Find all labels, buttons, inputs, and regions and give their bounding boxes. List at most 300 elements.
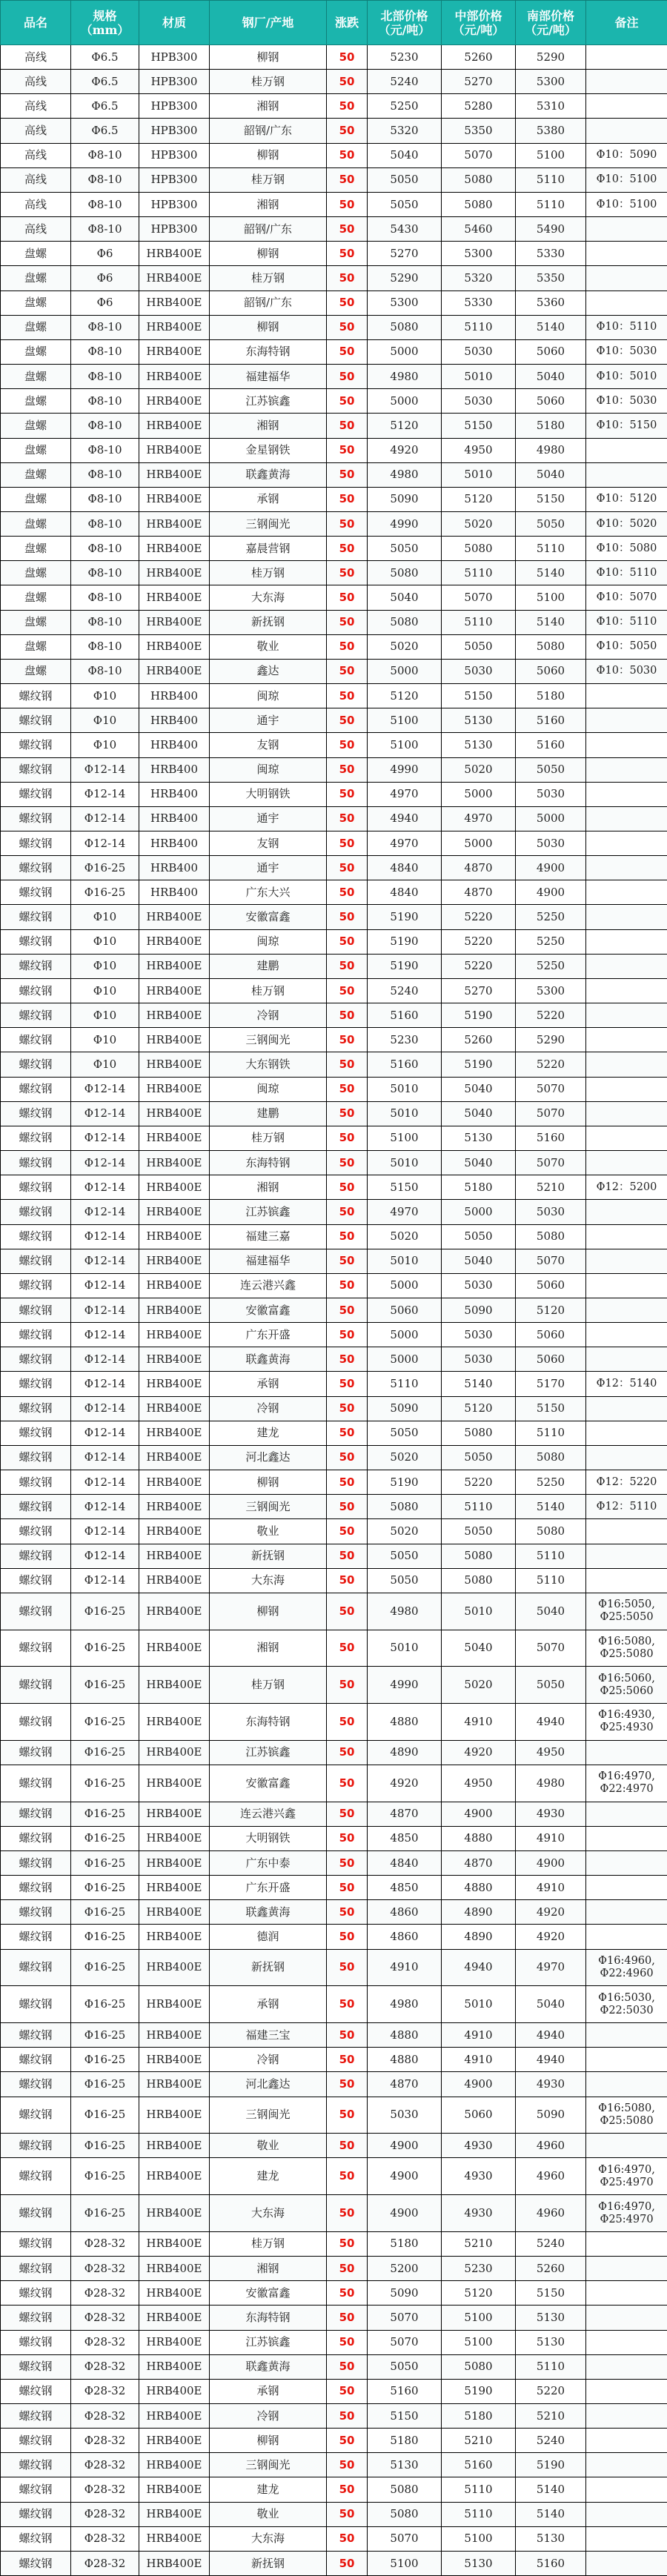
north-price-cell: 5020 — [368, 634, 442, 659]
change-cell: 50 — [327, 2195, 368, 2232]
spec-cell: Φ16-25 — [71, 1925, 139, 1949]
south-price-cell: 4910 — [516, 1876, 586, 1900]
spec-cell: Φ12-14 — [71, 1175, 139, 1200]
spec-cell: Φ8-10 — [71, 487, 139, 511]
north-price-cell: 5190 — [368, 929, 442, 954]
south-price-cell: 5120 — [516, 1298, 586, 1322]
south-price-cell: 5300 — [516, 978, 586, 1003]
central-price-cell: 5040 — [442, 1101, 516, 1126]
north-price-cell: 5130 — [368, 2453, 442, 2477]
north-price-cell: 5250 — [368, 94, 442, 119]
south-price-cell: 5290 — [516, 1028, 586, 1052]
product-cell: 螺纹钢 — [1, 2281, 71, 2306]
material-cell: HRB400E — [139, 954, 210, 978]
south-price-cell: 5130 — [516, 2306, 586, 2330]
spec-cell: Φ12-14 — [71, 1421, 139, 1445]
south-price-cell: 5250 — [516, 954, 586, 978]
south-price-cell: 4940 — [516, 2023, 586, 2048]
spec-cell: Φ12-14 — [71, 1249, 139, 1273]
product-cell: 盘螺 — [1, 561, 71, 585]
north-price-cell: 4880 — [368, 1704, 442, 1741]
north-price-cell: 5070 — [368, 2526, 442, 2551]
spec-cell: Φ8-10 — [71, 438, 139, 462]
south-price-cell: 5290 — [516, 45, 586, 70]
spec-cell: Φ10 — [71, 708, 139, 733]
central-price-cell: 4890 — [442, 1900, 516, 1925]
material-cell: HRB400E — [139, 929, 210, 954]
south-price-cell: 5110 — [516, 1421, 586, 1445]
north-price-cell: 4970 — [368, 782, 442, 806]
mill-cell: 湘钢 — [210, 1175, 327, 1200]
material-cell: HRB400E — [139, 2354, 210, 2379]
material-cell: HRB400E — [139, 438, 210, 462]
material-cell: HRB400E — [139, 659, 210, 683]
south-price-cell: 5140 — [516, 1495, 586, 1519]
mill-cell: 闽琼 — [210, 684, 327, 708]
product-cell: 螺纹钢 — [1, 1396, 71, 1421]
product-cell: 高线 — [1, 70, 71, 94]
north-price-cell: 5040 — [368, 585, 442, 610]
material-cell: HRB400 — [139, 708, 210, 733]
spec-cell: Φ8-10 — [71, 315, 139, 339]
mill-cell: 冷钢 — [210, 2048, 327, 2072]
central-price-cell: 5190 — [442, 1052, 516, 1077]
south-price-cell: 5080 — [516, 1445, 586, 1470]
product-cell: 螺纹钢 — [1, 1925, 71, 1949]
north-price-cell: 5080 — [368, 610, 442, 634]
table-row — [1, 2195, 667, 2232]
mill-cell: 友钢 — [210, 831, 327, 856]
remark-cell — [586, 954, 667, 978]
remark-cell — [586, 684, 667, 708]
table-row — [1, 462, 667, 487]
table-row — [1, 1826, 667, 1850]
north-price-cell: 5100 — [368, 708, 442, 733]
material-cell: HRB400E — [139, 1077, 210, 1101]
remark-cell: Φ16:5050, Φ25:5050 — [586, 1593, 667, 1630]
table-row — [1, 1273, 667, 1298]
remark-cell — [586, 1347, 667, 1372]
remark-cell — [586, 2048, 667, 2072]
change-cell: 50 — [327, 856, 368, 880]
central-price-cell: 4940 — [442, 1949, 516, 1986]
table-row — [1, 2502, 667, 2526]
central-price-cell: 4920 — [442, 1740, 516, 1765]
remark-cell — [586, 119, 667, 143]
table-body — [1, 45, 667, 2576]
change-cell: 50 — [327, 2526, 368, 2551]
material-cell: HRB400 — [139, 733, 210, 757]
material-cell: HRB400E — [139, 487, 210, 511]
spec-cell: Φ16-25 — [71, 1986, 139, 2023]
south-price-cell: 5220 — [516, 2379, 586, 2403]
remark-cell: Φ10：5150 — [586, 414, 667, 438]
central-price-cell: 5050 — [442, 1519, 516, 1544]
remark-cell: Φ10：5080 — [586, 537, 667, 561]
spec-cell: Φ8-10 — [71, 167, 139, 192]
spec-cell: Φ8-10 — [71, 585, 139, 610]
change-cell: 50 — [327, 119, 368, 143]
remark-cell — [586, 1544, 667, 1568]
south-price-cell: 4920 — [516, 1900, 586, 1925]
south-price-cell: 4900 — [516, 880, 586, 905]
table-row — [1, 242, 667, 266]
south-price-cell: 5040 — [516, 462, 586, 487]
mill-cell: 湘钢 — [210, 192, 327, 216]
material-cell: HRB400 — [139, 757, 210, 782]
table-row — [1, 365, 667, 389]
south-price-cell: 5190 — [516, 2453, 586, 2477]
south-price-cell: 5240 — [516, 2231, 586, 2256]
mill-cell: 联鑫黄海 — [210, 1347, 327, 1372]
product-cell: 螺纹钢 — [1, 2551, 71, 2575]
remark-cell — [586, 2354, 667, 2379]
remark-cell — [586, 856, 667, 880]
central-price-cell: 5190 — [442, 1003, 516, 1028]
table-row — [1, 2477, 667, 2502]
change-cell: 50 — [327, 561, 368, 585]
material-cell: HPB300 — [139, 167, 210, 192]
change-cell: 50 — [327, 659, 368, 683]
product-cell: 盘螺 — [1, 339, 71, 364]
north-price-cell: 4840 — [368, 856, 442, 880]
col-header-central-price: 中部价格 （元/吨） — [442, 1, 516, 45]
material-cell: HRB400E — [139, 2502, 210, 2526]
remark-cell — [586, 1802, 667, 1826]
product-cell: 盘螺 — [1, 414, 71, 438]
north-price-cell: 5080 — [368, 1495, 442, 1519]
south-price-cell: 4940 — [516, 1704, 586, 1741]
table-row — [1, 2048, 667, 2072]
material-cell: HPB300 — [139, 70, 210, 94]
central-price-cell: 5080 — [442, 2354, 516, 2379]
spec-cell: Φ12-14 — [71, 1495, 139, 1519]
spec-cell: Φ8-10 — [71, 462, 139, 487]
north-price-cell: 5100 — [368, 1126, 442, 1150]
spec-cell: Φ8-10 — [71, 192, 139, 216]
spec-cell: Φ12-14 — [71, 1200, 139, 1224]
spec-cell: Φ12-14 — [71, 1347, 139, 1372]
central-price-cell: 4930 — [442, 2195, 516, 2232]
change-cell: 50 — [327, 339, 368, 364]
spec-cell: Φ28-32 — [71, 2477, 139, 2502]
spec-cell: Φ16-25 — [71, 1949, 139, 1986]
change-cell: 50 — [327, 1765, 368, 1802]
remark-cell — [586, 1826, 667, 1850]
central-price-cell: 5110 — [442, 610, 516, 634]
table-row — [1, 45, 667, 70]
south-price-cell: 5040 — [516, 365, 586, 389]
mill-cell: 新抚钢 — [210, 610, 327, 634]
south-price-cell: 5180 — [516, 414, 586, 438]
product-cell: 螺纹钢 — [1, 2526, 71, 2551]
col-header-material: 材质 — [139, 1, 210, 45]
material-cell: HRB400E — [139, 2134, 210, 2158]
spec-cell: Φ8-10 — [71, 511, 139, 536]
change-cell: 50 — [327, 2453, 368, 2477]
central-price-cell: 5040 — [442, 1151, 516, 1175]
south-price-cell: 5160 — [516, 733, 586, 757]
mill-cell: 桂万钢 — [210, 2231, 327, 2256]
central-price-cell: 5180 — [442, 1175, 516, 1200]
material-cell: HRB400E — [139, 1630, 210, 1667]
north-price-cell: 5050 — [368, 1568, 442, 1593]
spec-cell: Φ8-10 — [71, 561, 139, 585]
mill-cell: 韶钢/广东 — [210, 119, 327, 143]
table-row — [1, 2404, 667, 2429]
spec-cell: Φ12-14 — [71, 1126, 139, 1150]
remark-cell — [586, 1850, 667, 1875]
north-price-cell: 5160 — [368, 1003, 442, 1028]
remark-cell: Φ10：5090 — [586, 143, 667, 167]
remark-cell: Φ16:5080, Φ25:5080 — [586, 1630, 667, 1667]
product-cell: 高线 — [1, 192, 71, 216]
spec-cell: Φ12-14 — [71, 782, 139, 806]
product-cell: 螺纹钢 — [1, 1519, 71, 1544]
remark-cell: Φ10：5120 — [586, 487, 667, 511]
table-row — [1, 2551, 667, 2575]
change-cell: 50 — [327, 2330, 368, 2354]
change-cell: 50 — [327, 462, 368, 487]
mill-cell: 建龙 — [210, 2477, 327, 2502]
table-row — [1, 2453, 667, 2477]
change-cell: 50 — [327, 831, 368, 856]
mill-cell: 湘钢 — [210, 414, 327, 438]
mill-cell: 柳钢 — [210, 242, 327, 266]
north-price-cell: 4980 — [368, 365, 442, 389]
north-price-cell: 4990 — [368, 1667, 442, 1704]
material-cell: HRB400E — [139, 1175, 210, 1200]
south-price-cell: 5220 — [516, 1052, 586, 1077]
spec-cell: Φ28-32 — [71, 2231, 139, 2256]
change-cell: 50 — [327, 1101, 368, 1126]
spec-cell: Φ10 — [71, 929, 139, 954]
mill-cell: 友钢 — [210, 733, 327, 757]
south-price-cell: 5240 — [516, 2429, 586, 2453]
south-price-cell: 5300 — [516, 70, 586, 94]
mill-cell: 东海特钢 — [210, 2306, 327, 2330]
central-price-cell: 4880 — [442, 1826, 516, 1850]
mill-cell: 柳钢 — [210, 1593, 327, 1630]
south-price-cell: 5140 — [516, 2477, 586, 2502]
north-price-cell: 5150 — [368, 1175, 442, 1200]
product-cell: 螺纹钢 — [1, 978, 71, 1003]
spec-cell: Φ12-14 — [71, 1396, 139, 1421]
product-cell: 螺纹钢 — [1, 2429, 71, 2453]
change-cell: 50 — [327, 1077, 368, 1101]
change-cell: 50 — [327, 1826, 368, 1850]
change-cell: 50 — [327, 1323, 368, 1347]
north-price-cell: 5430 — [368, 217, 442, 242]
remark-cell — [586, 1900, 667, 1925]
table-row — [1, 1925, 667, 1949]
south-price-cell: 5060 — [516, 339, 586, 364]
product-cell: 盘螺 — [1, 610, 71, 634]
central-price-cell: 5030 — [442, 1273, 516, 1298]
mill-cell: 广东中泰 — [210, 1850, 327, 1875]
material-cell: HRB400E — [139, 1028, 210, 1052]
north-price-cell: 4840 — [368, 1850, 442, 1875]
table-row — [1, 880, 667, 905]
mill-cell: 三钢闽光 — [210, 1028, 327, 1052]
south-price-cell: 5110 — [516, 192, 586, 216]
table-row — [1, 2379, 667, 2403]
material-cell: HRB400E — [139, 1052, 210, 1077]
table-row — [1, 1003, 667, 1028]
material-cell: HRB400E — [139, 978, 210, 1003]
table-row — [1, 389, 667, 414]
spec-cell: Φ6 — [71, 242, 139, 266]
change-cell: 50 — [327, 1593, 368, 1630]
product-cell: 螺纹钢 — [1, 1850, 71, 1875]
mill-cell: 通宇 — [210, 856, 327, 880]
mill-cell: 福建三宝 — [210, 2023, 327, 2048]
change-cell: 50 — [327, 192, 368, 216]
material-cell: HRB400E — [139, 610, 210, 634]
remark-cell: Φ10：5020 — [586, 511, 667, 536]
central-price-cell: 5040 — [442, 1249, 516, 1273]
table-row — [1, 1372, 667, 1396]
spec-cell: Φ28-32 — [71, 2526, 139, 2551]
remark-cell — [586, 905, 667, 929]
material-cell: HRB400E — [139, 365, 210, 389]
table-row — [1, 708, 667, 733]
south-price-cell: 4980 — [516, 1765, 586, 1802]
mill-cell: 敬业 — [210, 2134, 327, 2158]
material-cell: HRB400E — [139, 1667, 210, 1704]
material-cell: HRB400E — [139, 1298, 210, 1322]
table-row — [1, 1323, 667, 1347]
north-price-cell: 4870 — [368, 1802, 442, 1826]
mill-cell: 湘钢 — [210, 2257, 327, 2281]
product-cell: 螺纹钢 — [1, 708, 71, 733]
central-price-cell: 5060 — [442, 2097, 516, 2134]
spec-cell: Φ28-32 — [71, 2354, 139, 2379]
remark-cell — [586, 266, 667, 291]
change-cell: 50 — [327, 389, 368, 414]
mill-cell: 湘钢 — [210, 94, 327, 119]
material-cell: HRB400E — [139, 1925, 210, 1949]
table-row — [1, 1470, 667, 1495]
north-price-cell: 5090 — [368, 2281, 442, 2306]
central-price-cell: 5230 — [442, 2257, 516, 2281]
remark-cell — [586, 2526, 667, 2551]
spec-cell: Φ28-32 — [71, 2453, 139, 2477]
table-row — [1, 905, 667, 929]
remark-cell — [586, 978, 667, 1003]
spec-cell: Φ12-14 — [71, 1101, 139, 1126]
spec-cell: Φ16-25 — [71, 856, 139, 880]
table-row — [1, 610, 667, 634]
central-price-cell: 5210 — [442, 2231, 516, 2256]
material-cell: HRB400E — [139, 2404, 210, 2429]
material-cell: HRB400E — [139, 1765, 210, 1802]
south-price-cell: 5350 — [516, 266, 586, 291]
remark-cell — [586, 1052, 667, 1077]
change-cell: 50 — [327, 1876, 368, 1900]
table-row — [1, 1175, 667, 1200]
spec-cell: Φ8-10 — [71, 143, 139, 167]
remark-cell — [586, 2306, 667, 2330]
central-price-cell: 5100 — [442, 2526, 516, 2551]
north-price-cell: 5000 — [368, 1273, 442, 1298]
material-cell: HRB400E — [139, 1101, 210, 1126]
change-cell: 50 — [327, 1273, 368, 1298]
table-row — [1, 684, 667, 708]
south-price-cell: 5080 — [516, 1519, 586, 1544]
mill-cell: 大东海 — [210, 2195, 327, 2232]
change-cell: 50 — [327, 1568, 368, 1593]
table-row — [1, 339, 667, 364]
change-cell: 50 — [327, 94, 368, 119]
col-header-north-price: 北部价格 （元/吨） — [368, 1, 442, 45]
south-price-cell: 4960 — [516, 2158, 586, 2195]
spec-cell: Φ16-25 — [71, 2158, 139, 2195]
central-price-cell: 5330 — [442, 291, 516, 315]
material-cell: HPB300 — [139, 45, 210, 70]
change-cell: 50 — [327, 1470, 368, 1495]
spec-cell: Φ6.5 — [71, 119, 139, 143]
table-row — [1, 1519, 667, 1544]
product-cell: 螺纹钢 — [1, 2502, 71, 2526]
central-price-cell: 5460 — [442, 217, 516, 242]
south-price-cell: 5060 — [516, 1347, 586, 1372]
table-row — [1, 70, 667, 94]
south-price-cell: 5070 — [516, 1151, 586, 1175]
mill-cell: 联鑫黄海 — [210, 1900, 327, 1925]
change-cell: 50 — [327, 1151, 368, 1175]
south-price-cell: 4910 — [516, 1826, 586, 1850]
spec-cell: Φ28-32 — [71, 2404, 139, 2429]
mill-cell: 桂万钢 — [210, 167, 327, 192]
north-price-cell: 5050 — [368, 1544, 442, 1568]
central-price-cell: 5010 — [442, 462, 516, 487]
change-cell: 50 — [327, 2354, 368, 2379]
product-cell: 螺纹钢 — [1, 1052, 71, 1077]
change-cell: 50 — [327, 438, 368, 462]
table-row — [1, 1544, 667, 1568]
remark-cell: Φ10：5100 — [586, 192, 667, 216]
central-price-cell: 5080 — [442, 192, 516, 216]
product-cell: 高线 — [1, 45, 71, 70]
spec-cell: Φ12-14 — [71, 1077, 139, 1101]
central-price-cell: 5110 — [442, 2477, 516, 2502]
remark-cell: Φ16:4970, Φ22:4970 — [586, 1765, 667, 1802]
south-price-cell: 5140 — [516, 561, 586, 585]
north-price-cell: 5020 — [368, 1519, 442, 1544]
change-cell: 50 — [327, 782, 368, 806]
table-row — [1, 1126, 667, 1150]
spec-cell: Φ6.5 — [71, 94, 139, 119]
mill-cell: 三钢闽光 — [210, 2097, 327, 2134]
north-price-cell: 4850 — [368, 1826, 442, 1850]
south-price-cell: 5110 — [516, 1568, 586, 1593]
mill-cell: 广东开盛 — [210, 1876, 327, 1900]
table-row — [1, 1593, 667, 1630]
north-price-cell: 4970 — [368, 1200, 442, 1224]
spec-cell: Φ16-25 — [71, 880, 139, 905]
spec-cell: Φ12-14 — [71, 1224, 139, 1249]
mill-cell: 桂万钢 — [210, 561, 327, 585]
central-price-cell: 5220 — [442, 929, 516, 954]
south-price-cell: 5030 — [516, 1200, 586, 1224]
product-cell: 螺纹钢 — [1, 2477, 71, 2502]
central-price-cell: 5010 — [442, 1986, 516, 2023]
change-cell: 50 — [327, 1028, 368, 1052]
product-cell: 螺纹钢 — [1, 2048, 71, 2072]
table-row — [1, 1052, 667, 1077]
product-cell: 盘螺 — [1, 585, 71, 610]
